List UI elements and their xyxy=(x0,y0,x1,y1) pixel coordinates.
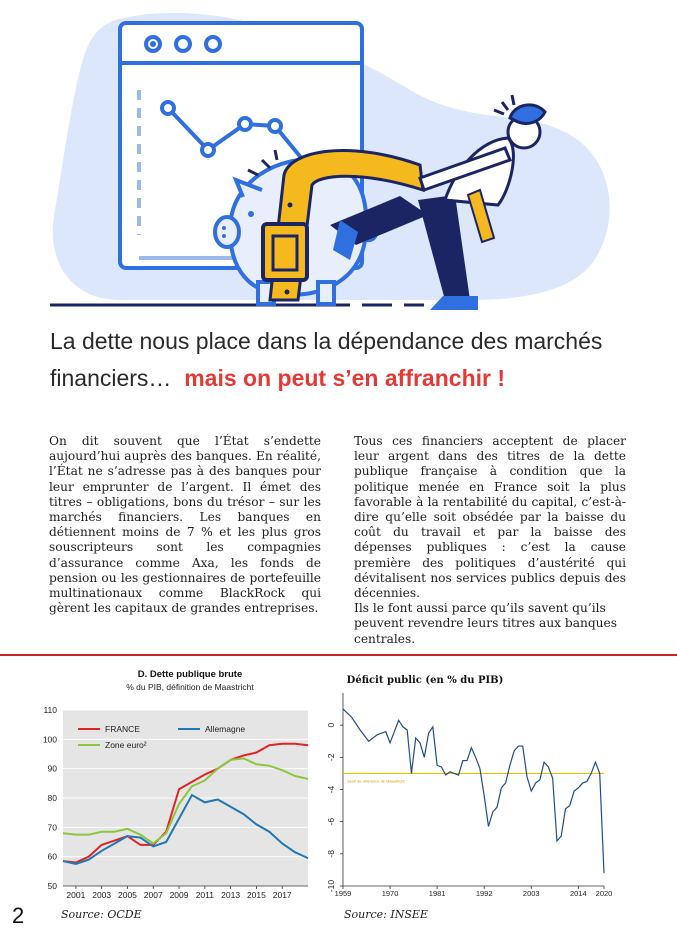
x-tick-label: 2014 xyxy=(569,889,587,898)
legend-label: FRANCE xyxy=(105,724,140,734)
x-tick-label: 1970 xyxy=(381,889,399,898)
y-tick-label: 60 xyxy=(47,851,57,862)
y-tick-label: 50 xyxy=(47,881,57,891)
deficit-chart xyxy=(320,665,622,902)
window-dot-icon xyxy=(206,37,220,51)
x-tick-label: 2015 xyxy=(246,890,266,900)
series-line-0 xyxy=(343,709,604,873)
paragraph: Tous ces financiers acceptent de placer leur argent dans des titres de la dette publique française à condition que la politique menée en France soit la plus favorable à la rentabilité du capital, c’est-à-dire qu’elle soit obsédée par la baisse du coût du travail et par la baisse des dépenses publiques : c’est la cause première des politiques d’austérité qui dévitalisent nos services publics depuis des décennies. xyxy=(354,434,626,601)
x-tick-label: 2009 xyxy=(169,890,189,900)
y-tick-label: -4 xyxy=(326,785,336,794)
y-tick-label: -2 xyxy=(326,753,336,762)
chart-title: D. Dette publique brute xyxy=(137,669,243,680)
y-tick-label: -6 xyxy=(326,817,336,826)
hero-illustration xyxy=(0,0,677,320)
x-tick-label: 2003 xyxy=(522,889,540,898)
y-tick-label: 70 xyxy=(47,822,57,833)
chart-subtitle: % du PIB, définition de Maastricht xyxy=(126,682,254,692)
chart-title: Déficit public (en % du PIB) xyxy=(346,675,504,686)
title-accent: mais on peut s’en affranchir ! xyxy=(184,365,506,391)
section-divider xyxy=(0,654,677,656)
title-main: La dette nous place dans la dépendance des marchés financiers… xyxy=(50,328,603,391)
chart-source: Source: INSEE xyxy=(344,908,428,921)
body-column-right xyxy=(354,434,626,647)
window-dot-icon xyxy=(176,37,190,51)
legend-label: Zone euro² xyxy=(105,740,147,750)
x-tick-label: 1981 xyxy=(428,889,446,898)
page-title xyxy=(50,323,625,397)
x-tick-label: 2017 xyxy=(272,890,292,900)
x-tick-label: 2003 xyxy=(92,890,112,900)
x-tick-label: 2001 xyxy=(66,890,86,900)
y-tick-label: 100 xyxy=(42,734,57,745)
x-tick-label: 2020 xyxy=(595,889,613,898)
y-tick-label: -8 xyxy=(326,850,336,858)
page-number: 2 xyxy=(12,903,25,928)
x-tick-label: 2011 xyxy=(195,890,214,900)
reference-line-label: Seuil de référence de Maastricht xyxy=(347,778,405,784)
chart-source: Source: OCDE xyxy=(61,908,142,921)
legend-label: Allemagne xyxy=(205,724,246,734)
debt-chart xyxy=(30,665,320,902)
x-tick-label: 1992 xyxy=(475,889,493,898)
x-tick-label: 2005 xyxy=(118,890,137,900)
y-tick-label: 0 xyxy=(326,722,336,728)
y-tick-label: 110 xyxy=(43,705,57,715)
body-column-left xyxy=(49,434,321,616)
x-tick-label: 2013 xyxy=(221,890,241,900)
y-tick-label: 90 xyxy=(47,763,57,774)
paragraph: On dit souvent que l’État s’endette aujourd’hui auprès des banques. En réalité, l’État ne s’adresse pas à des banques pour leur emprunter de l’argent. Il émet des titres – obligations, bons du trésor – sur les marchés financiers. Les banques en détiennent moins de 7 % et les plus gros souscripteurs sont les compagnies d’assurance comme Axa, les fonds de pension ou les gestionnaires de portefeuille multinationaux comme BlackRock qui gèrent les capitaux de grandes entreprises. xyxy=(49,434,321,616)
y-tick-label: 80 xyxy=(47,793,57,803)
x-tick-label: 2007 xyxy=(143,890,163,900)
paragraph: Ils le font aussi parce qu’ils savent qu’ils peuvent revendre leurs titres aux banques centrales. xyxy=(354,601,617,646)
y-tick-label: -10 xyxy=(326,879,336,893)
x-tick-label: 1959 xyxy=(334,889,352,898)
